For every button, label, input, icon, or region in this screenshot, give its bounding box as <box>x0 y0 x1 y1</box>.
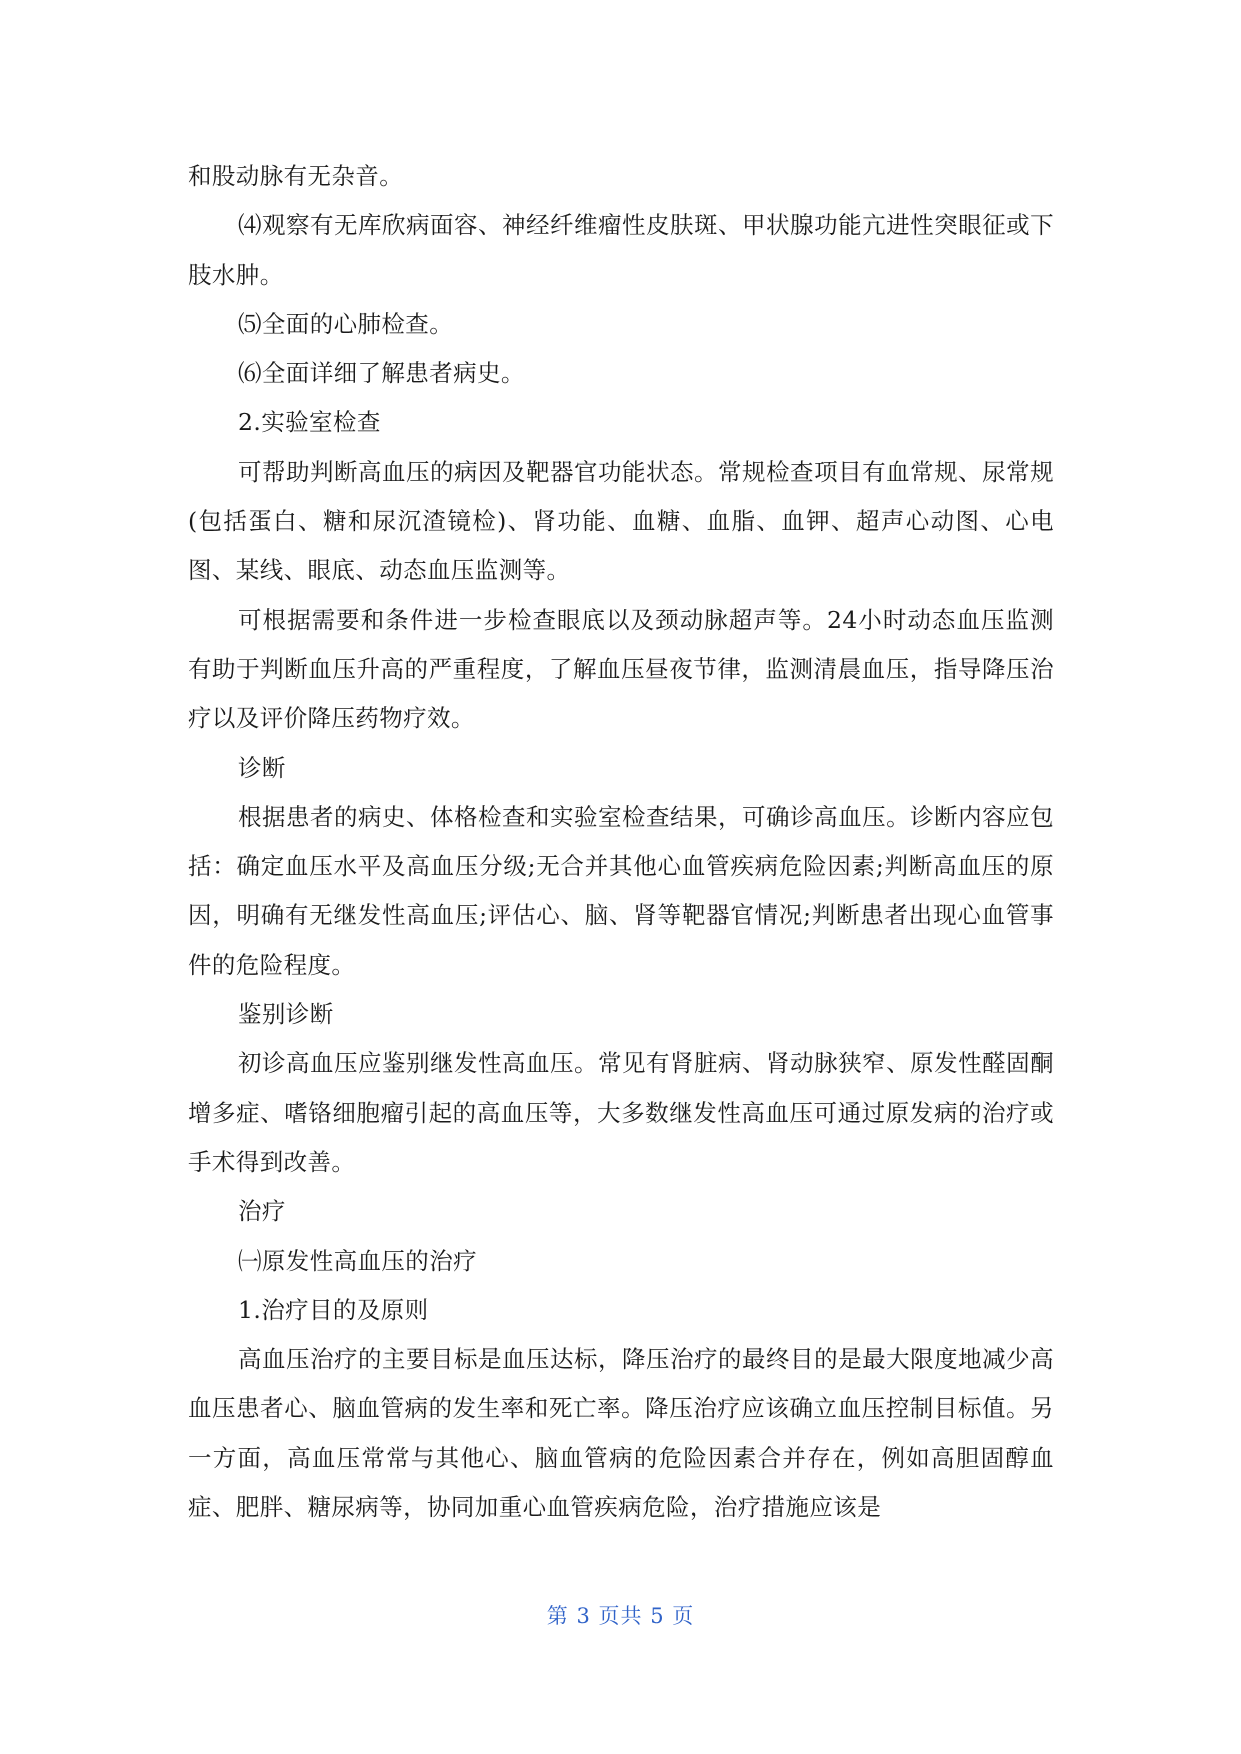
section-heading: 2.实验室检查 <box>238 408 381 437</box>
paragraph: 和股动脉有无杂音。 <box>188 162 404 190</box>
paragraph: 根据患者的病史、体格检查和实验室检查结果，可确诊高血压。诊断内容应包括：确定血压水平及高血压分级;无合并其他心血管疾病危险因素;判断高血压的原因，明确有无继发性高血压;评估心、脑、肾等靶器官情况;判断患者出现心血管事件的危险程度。 <box>188 802 1054 979</box>
footer-suffix: 页 <box>672 1604 695 1628</box>
section-heading: 鉴别诊断 <box>238 1000 334 1029</box>
section-heading: ㈠原发性高血压的治疗 <box>238 1246 477 1275</box>
paragraph: 可帮助判断高血压的病因及靶器官功能状态。常规检查项目有血常规、尿常规(包括蛋白、糖和尿沉渣镜检)、肾功能、血糖、血脂、血钾、超声心动图、心电图、某线、眼底、动态血压监测等。 <box>188 457 1054 585</box>
paragraph: ⑷观察有无库欣病面容、神经纤维瘤性皮肤斑、甲状腺功能亢进性突眼征或下肢水肿。 <box>188 211 1054 289</box>
section-heading: 治疗 <box>238 1197 286 1226</box>
section-heading: 1.治疗目的及原则 <box>238 1295 429 1324</box>
footer-current-page: 3 <box>576 1604 591 1628</box>
paragraph: 可根据需要和条件进一步检查眼底以及颈动脉超声等。24小时动态血压监测有助于判断血压升高的严重程度，了解血压昼夜节律，监测清晨血压，指导降压治疗以及评价降压药物疗效。 <box>188 605 1054 733</box>
footer-total-pages: 5 <box>650 1604 665 1628</box>
paragraph: ⑸全面的心肺检查。 <box>238 309 454 338</box>
paragraph: 高血压治疗的主要目标是血压达标，降压治疗的最终目的是最大限度地减少高血压患者心、脑血管病的发生率和死亡率。降压治疗应该确立血压控制目标值。另一方面，高血压常常与其他心、脑血管病的危险因素合并存在，例如高胆固醇血症、肥胖、糖尿病等，协同加重心血管疾病危险，治疗措施应该是 <box>188 1345 1054 1522</box>
paragraph: 初诊高血压应鉴别继发性高血压。常见有肾脏病、肾动脉狭窄、原发性醛固酮增多症、嗜铬细胞瘤引起的高血压等，大多数继发性高血压可通过原发病的治疗或手术得到改善。 <box>188 1049 1054 1176</box>
paragraph: ⑹全面详细了解患者病史。 <box>238 359 525 388</box>
section-heading: 诊断 <box>238 753 286 782</box>
footer-prefix: 第 <box>546 1604 569 1628</box>
footer-middle: 页共 <box>598 1604 643 1628</box>
document-body <box>188 152 1054 1532</box>
page-footer <box>0 1600 1241 1630</box>
